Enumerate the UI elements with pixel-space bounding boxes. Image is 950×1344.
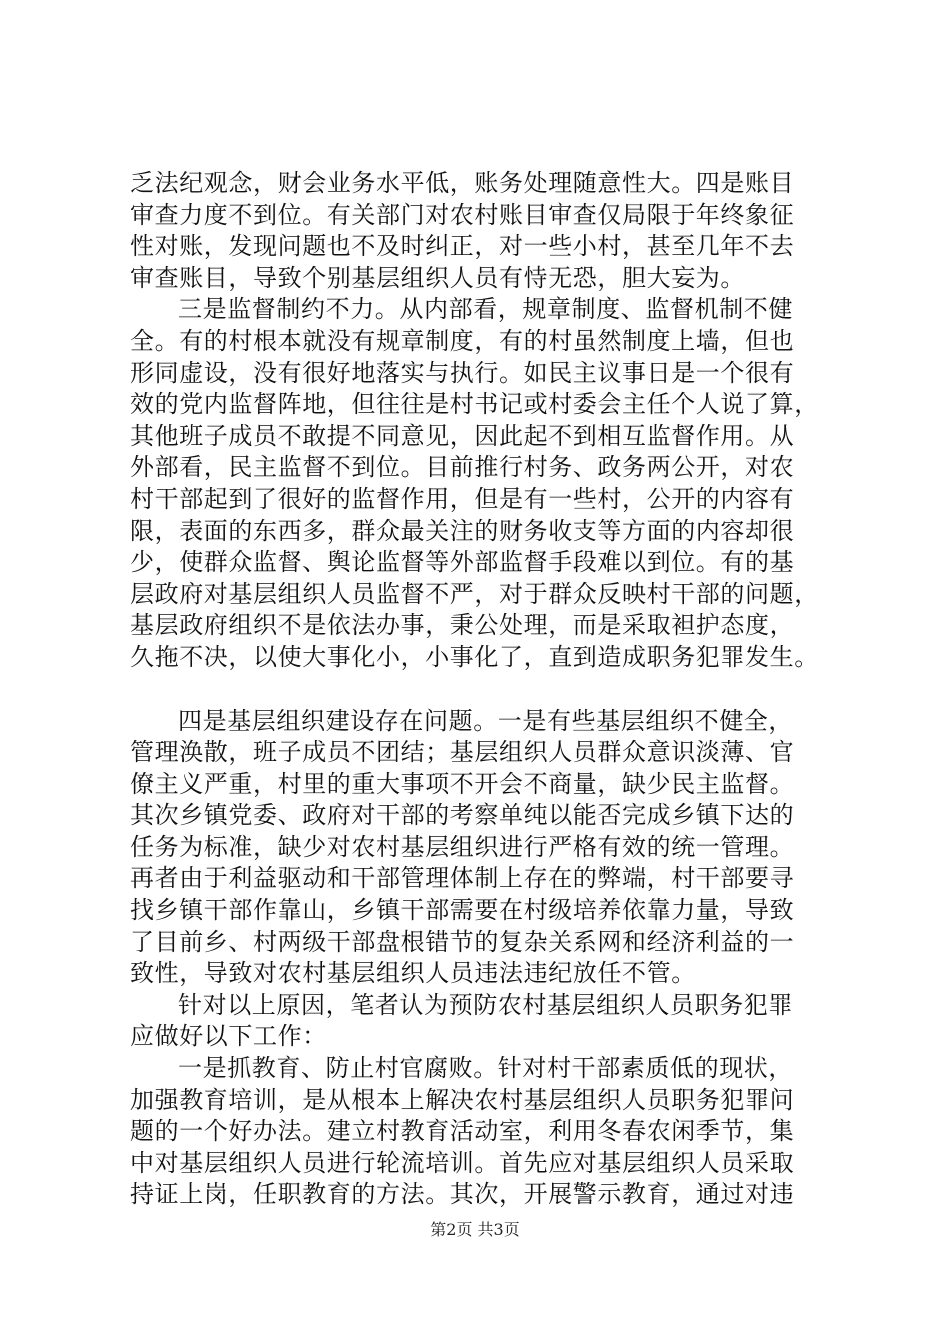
page-number-footer: 第2页 共3页: [430, 1220, 520, 1239]
text-line: 找乡镇干部作靠山，乡镇干部需要在村级培养依靠力量，导致: [130, 896, 795, 925]
paragraph-start-line: 一是抓教育、防止村官腐败。针对村干部素质低的现状，: [178, 1054, 793, 1083]
paragraph-start-line: 三是监督制约不力。从内部看，规章制度、监督机制不健: [178, 295, 793, 324]
text-line: 管理涣散，班子成员不团结；基层组织人员群众意识淡薄、官: [130, 738, 795, 767]
document-body: [130, 168, 850, 1211]
text-line: 久拖不决，以使大事化小，小事化了，直到造成职务犯罪发生。: [130, 642, 819, 671]
text-line: 持证上岗，任职教育的方法。其次，开展警示教育，通过对违: [130, 1180, 795, 1209]
text-line: 其次乡镇党委、政府对干部的考察单纯以能否完成乡镇下达的: [130, 801, 795, 830]
text-line: 其他班子成员不敢提不同意见，因此起不到相互监督作用。从: [130, 421, 795, 450]
text-line: 形同虚设，没有很好地落实与执行。如民主议事日是一个很有: [130, 358, 795, 387]
text-line: 任务为标准，缺少对农村基层组织进行严格有效的统一管理。: [130, 832, 795, 861]
text-line: 应做好以下工作：: [130, 1022, 327, 1051]
text-line: 题的一个好办法。建立村教育活动室，利用冬春农闲季节，集: [130, 1117, 795, 1146]
text-line: 基层政府组织不是依法办事，秉公处理，而是采取袒护态度，: [130, 611, 795, 640]
text-line: 外部看，民主监督不到位。目前推行村务、政务两公开，对农: [130, 453, 795, 482]
paragraph-start-line: 四是基层组织建设存在问题。一是有些基层组织不健全，: [178, 706, 793, 735]
text-line: 乏法纪观念，财会业务水平低，账务处理随意性大。四是账目: [130, 169, 795, 197]
text-line: 再者由于利益驱动和干部管理体制上存在的弊端，村干部要寻: [130, 864, 795, 893]
text-line: 效的党内监督阵地，但往往是村书记或村委会主任个人说了算，: [130, 390, 819, 419]
text-line: 审查账目，导致个别基层组织人员有恃无恐，胆大妄为。: [130, 263, 745, 292]
text-line: 僚主义严重，村里的重大事项不开会不商量，缺少民主监督。: [130, 769, 795, 798]
text-line: 审查力度不到位。有关部门对农村账目审查仅局限于年终象征: [130, 200, 795, 229]
text-line: 加强教育培训，是从根本上解决农村基层组织人员职务犯罪问: [130, 1085, 795, 1114]
text-line: 中对基层组织人员进行轮流培训。首先应对基层组织人员采取: [130, 1148, 795, 1177]
paragraph-gap: [130, 674, 850, 706]
text-line: 少，使群众监督、舆论监督等外部监督手段难以到位。有的基: [130, 548, 795, 577]
text-line: 性对账，发现问题也不及时纠正，对一些小村，甚至几年不去: [130, 232, 795, 261]
text-line: 限，表面的东西多，群众最关注的财务收支等方面的内容却很: [130, 516, 795, 545]
text-line: 全。有的村根本就没有规章制度，有的村虽然制度上墙，但也: [130, 326, 795, 355]
text-line: 村干部起到了很好的监督作用，但是有一些村，公开的内容有: [130, 484, 795, 513]
text-line: 层政府对基层组织人员监督不严，对于群众反映村干部的问题，: [130, 579, 819, 608]
text-line: 了目前乡、村两级干部盘根错节的复杂关系网和经济利益的一: [130, 927, 795, 956]
text-line: 致性，导致对农村基层组织人员违法违纪放任不管。: [130, 959, 696, 988]
paragraph-start-line: 针对以上原因，笔者认为预防农村基层组织人员职务犯罪: [178, 990, 793, 1019]
